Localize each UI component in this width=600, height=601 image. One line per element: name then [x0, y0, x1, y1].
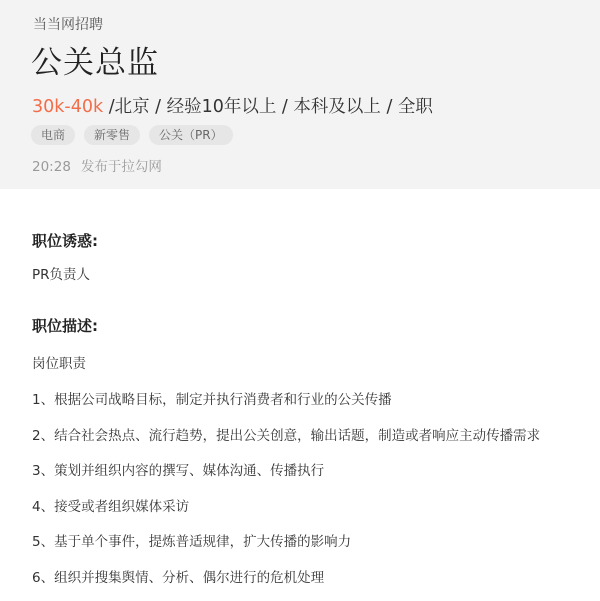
job-details: /北京 / 经验10年以上 / 本科及以上 / 全职 — [103, 97, 433, 117]
list-item: 1、根据公司战略目标，制定并执行消费者和行业的公关传播 — [32, 392, 392, 408]
tag-ecommerce[interactable]: 电商 — [31, 125, 75, 145]
list-item: 2、结合社会热点、流行趋势，提出公关创意，输出话题，制造或者响应主动传播需求 — [32, 428, 541, 444]
responsibilities-subtitle: 岗位职责 — [32, 356, 86, 372]
job-meta — [32, 94, 433, 120]
job-title: 公关总监 — [31, 45, 159, 81]
list-item: 5、基于单个事件，提炼普适规律，扩大传播的影响力 — [32, 534, 352, 550]
perks-title: 职位诱惑: — [32, 232, 98, 250]
description-title: 职位描述: — [32, 317, 98, 335]
list-item: 6、组织并搜集舆情、分析、偶尔进行的危机处理 — [32, 570, 325, 586]
salary-range: 30k-40k — [32, 97, 104, 117]
posted-source: 发布于拉勾网 — [80, 159, 162, 175]
tag-list — [31, 125, 233, 145]
tag-pr[interactable]: 公关（PR） — [149, 125, 233, 145]
perks-text: PR负责人 — [32, 267, 91, 283]
list-item: 3、策划并组织内容的撰写、媒体沟通、传播执行 — [32, 463, 325, 479]
tag-new-retail[interactable]: 新零售 — [84, 125, 140, 145]
posted-info — [32, 157, 162, 177]
posted-time: 20:28 — [32, 159, 71, 175]
company-name[interactable]: 当当网招聘 — [33, 17, 103, 33]
list-item: 4、接受或者组织媒体采访 — [32, 499, 190, 515]
job-header — [0, 0, 600, 189]
